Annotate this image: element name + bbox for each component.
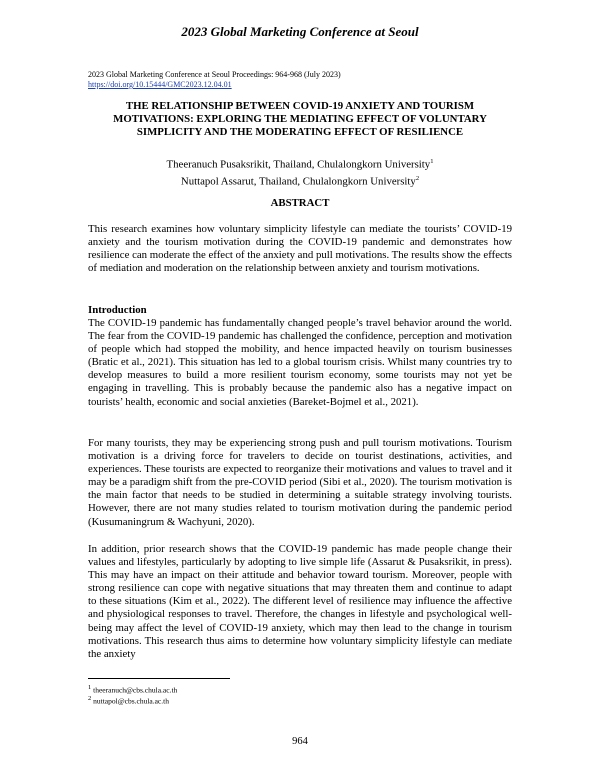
author-1-footnote-mark: 1 <box>430 158 434 165</box>
running-head: 2023 Global Marketing Conference at Seoul <box>181 24 419 39</box>
author-2: Nuttapol Assarut, Thailand, Chulalongkorn University$^2$ <box>180 174 420 188</box>
footnote-1: $^1$ theeranuch@cbs.chula.ac.th <box>88 684 178 695</box>
author-2-footnote-mark: 2 <box>415 174 420 182</box>
footnote-2-email: nuttapol@cbs.chula.ac.th <box>93 696 169 706</box>
intro-paragraph-3: In addition, prior research shows that the COVID-19 pandemic has made people change their values and lifestyles, particularly by adopting to live simple life (Assarut & Pusaksrikit, in press). This may have an impact on their attitude and behavior toward tourism. Moreover, people with strong resilience can cope with negative situations that may threaten them and continue to adapt to these situations (Kim et al., 2022). The different level of resilience may influence the affective and physiological responses to travel. Therefore, the changes in lifestyle and psychological well-being may affect the level of COVID-19 anxiety, which may then lead to the change in tourism motivations. This research thus aims to determine how voluntary simplicity lifestyle can mediate the anxiety <box>88 543 512 660</box>
doi-link[interactable]: https://doi.org/10.15444/GMC2023.12.04.01 <box>88 80 232 89</box>
page-number: 964 <box>292 736 308 747</box>
footnote-2: $^2$ nuttapol@cbs.chula.ac.th <box>88 695 169 706</box>
paper-title <box>88 100 512 139</box>
title-line-3: SIMPLICITY AND THE MODERATING EFFECT OF RESILIENCE <box>136 126 464 138</box>
abstract-heading: ABSTRACT <box>270 197 330 209</box>
footnote-1-email: theeranuch@cbs.chula.ac.th <box>93 685 178 695</box>
title-line-1: THE RELATIONSHIP BETWEEN COVID-19 ANXIETY AND TOURISM <box>125 100 475 112</box>
footnote-divider <box>88 678 230 679</box>
intro-paragraph-1: The COVID-19 pandemic has fundamentally changed people’s travel behavior around the world. The fear from the COVID-19 pandemic has challenged the confidence, perception and motivation of people which had stopped the mobility, and hence impacted heavily on tourism businesses (Bratic et al., 2021). This situation has led to a global tourism crisis. Whilst many countries try to develop measures to build a more resilient tourism economy, some tourists may not yet be engaging in travelling. This is probably because the pandemic also has a negative impact on tourists’ health, economic and social anxieties (Bareket-Bojmel et al., 2021). <box>88 317 512 408</box>
abstract-text: This research examines how voluntary simplicity lifestyle can mediate the tourists’ COVID-19 anxiety and the tourism motivation during the COVID-19 pandemic and demonstrates how resilience can moderate the effect of the anxiety and pull motivations. The results show the effects of mediation and moderation on the relationship between anxiety and tourism motivations. <box>88 223 512 275</box>
introduction-heading: Introduction <box>88 304 147 316</box>
title-line-2: MOTIVATIONS: EXPLORING THE MEDIATING EFFECT OF VOLUNTARY <box>113 113 487 125</box>
author-list <box>88 155 512 188</box>
proceedings-citation: 2023 Global Marketing Conference at Seoul Proceedings: 964-968 (July 2023) <box>88 70 341 79</box>
intro-paragraph-2: For many tourists, they may be experiencing strong push and pull tourism motivations. Tourism motivation is a driving force for travelers to decide on tourist destinations, activities, and experiences. These tourists are expected to reorganize their motivations and values to travel and it may be a paradigm shift from the pre-COVID period (Sibi et al., 2020). The tourism motivation is the main factor that needs to be studied in determining a suitable strategy involving tourists. However, there are not many studies related to tourism motivation during the pandemic period (Kusumaningrum & Wachyuni, 2020). <box>88 437 512 528</box>
author-1: Theeranuch Pusaksrikit, Thailand, Chulalongkorn University$^1$ <box>166 158 434 171</box>
proceedings-info <box>88 70 341 90</box>
